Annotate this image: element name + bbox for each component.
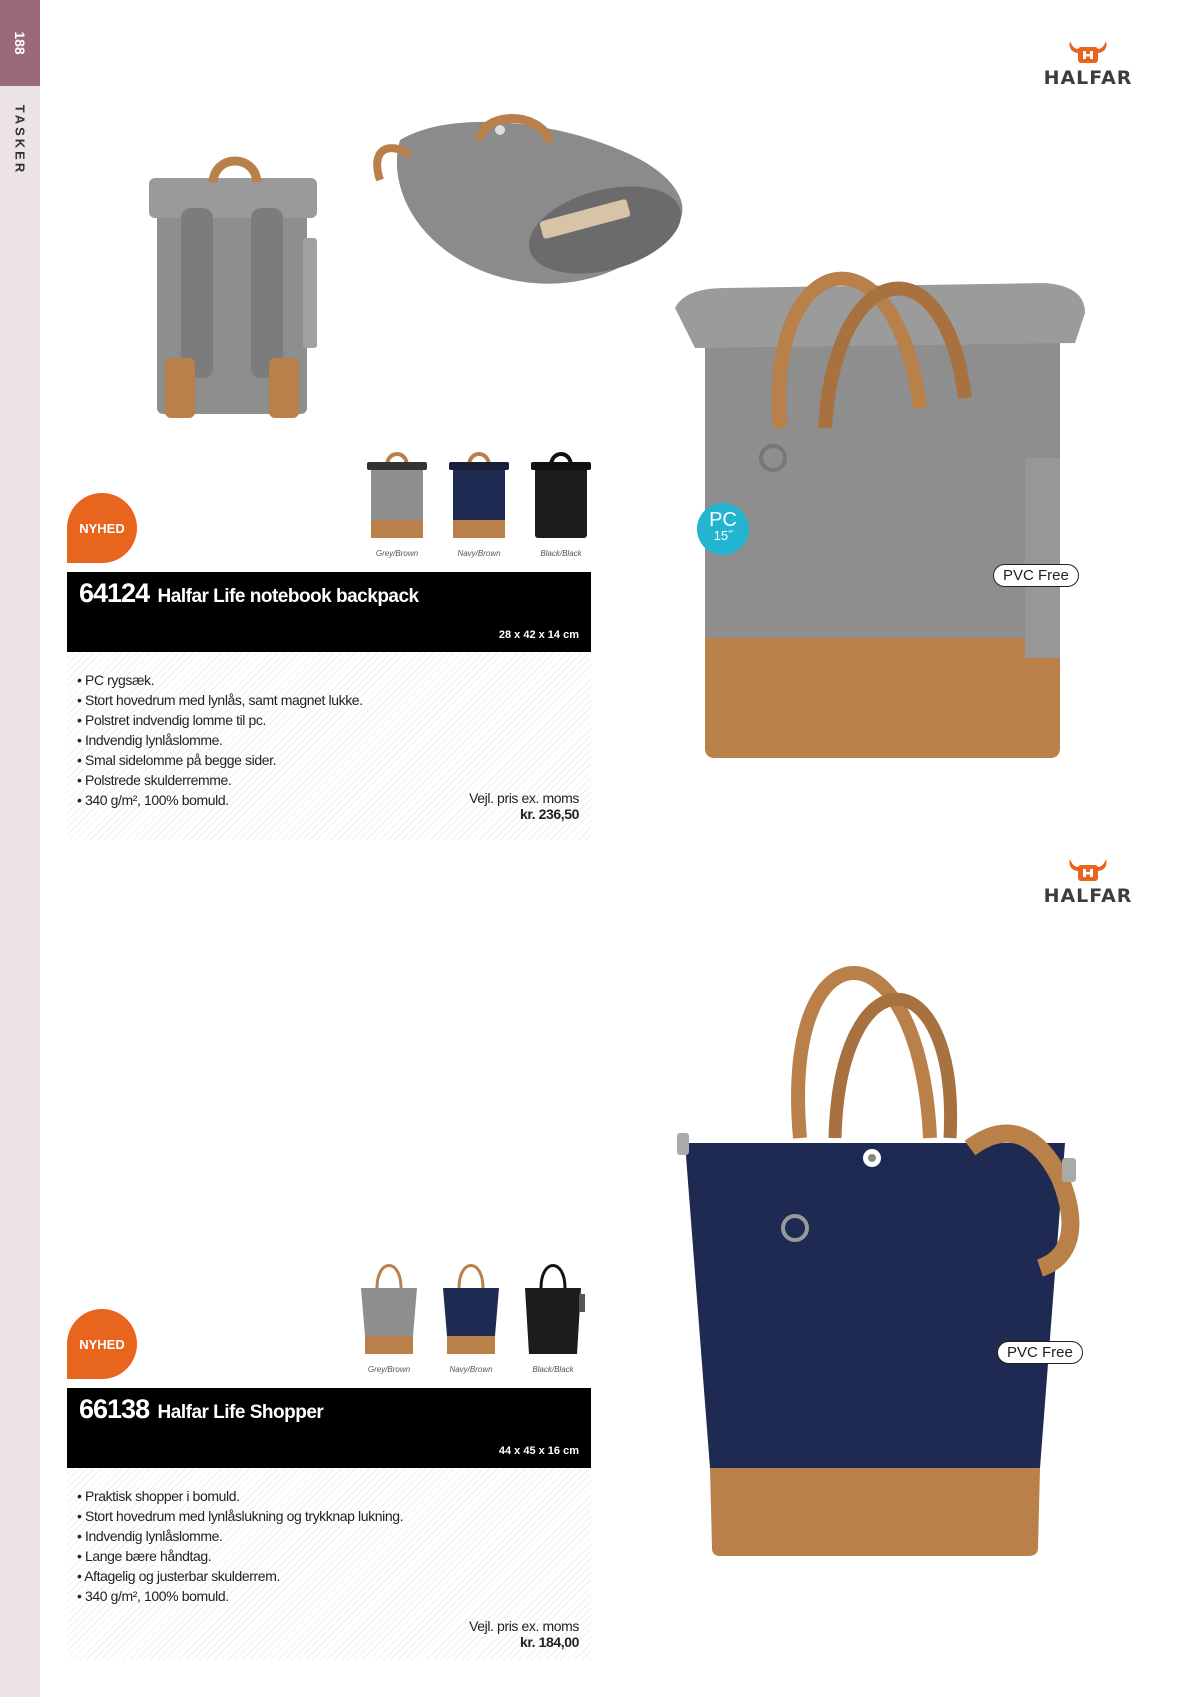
feature-item: • Indvendig lynlåslomme. [77,730,363,750]
product-number: 64124 [79,578,150,608]
price-block-2 [469,1618,579,1650]
price-block-1 [469,790,579,822]
product-name: Halfar Life Shopper [157,1402,324,1423]
feature-item: • PC rygsæk. [77,670,363,690]
swatch-label: Navy/Brown [449,1365,493,1374]
color-swatches-1 [363,452,595,558]
backpack-open-photo [370,100,700,300]
product-description-1 [67,652,591,840]
product-title-bar-2 [67,1388,591,1468]
pvc-free-pill-2: PVC Free [997,1341,1083,1364]
new-badge-1: NYHED [67,493,137,563]
swatch-black-black[interactable] [527,452,595,558]
feature-list [77,670,363,810]
feature-item: • Stort hovedrum med lynlåslukning og trykknap lukning. [77,1506,403,1526]
price-value: kr. 184,00 [519,1634,579,1650]
product-title-bar-1 [67,572,591,652]
pc-badge-size: 15˝ [713,528,733,543]
feature-item: • 340 g/m², 100% bomuld. [77,1586,403,1606]
pvc-free-pill-1: PVC Free [993,564,1079,587]
price-value: kr. 236,50 [519,806,579,822]
swatch-shopper-black [519,1258,587,1356]
new-badge-2: NYHED [67,1309,137,1379]
feature-list [77,1486,403,1606]
pc-badge-main: PC [709,509,737,531]
feature-item: • Aftagelig og justerbar skulderrem. [77,1566,403,1586]
swatch-grey-brown[interactable] [363,452,431,558]
backpack-main-photo [665,228,1105,773]
swatch-navy-brown[interactable] [445,452,513,558]
feature-item: • Lange bære håndtag. [77,1546,403,1566]
product-title-2 [79,1394,323,1425]
color-swatches-2 [355,1258,587,1374]
page-tab [0,0,40,86]
price-label: Vejl. pris ex. moms [469,790,579,806]
product-description-2 [67,1468,591,1660]
product-dimensions: 28 x 42 x 14 cm [498,629,579,641]
swatch-grey-brown[interactable] [355,1258,423,1374]
swatch-label: Grey/Brown [375,549,419,558]
feature-item: • Polstret indvendig lomme til pc. [77,710,363,730]
page-number: 188 [12,31,28,55]
swatch-bag-black [527,452,595,540]
feature-item: • Smal sidelomme på begge sider. [77,750,363,770]
swatch-label: Black/Black [532,1365,574,1374]
section-label: TASKER [12,104,28,176]
swatch-label: Grey/Brown [367,1365,411,1374]
swatch-black-black[interactable] [519,1258,587,1374]
swatch-label: Black/Black [540,549,582,558]
product-name: Halfar Life notebook backpack [157,586,419,607]
halfar-logo-2 [1038,856,1138,907]
feature-item: • Stort hovedrum med lynlås, samt magnet lukke. [77,690,363,710]
swatch-bag-navy [445,452,513,540]
swatch-label: Navy/Brown [457,549,501,558]
feature-item: • Polstrede skulderremme. [77,770,363,790]
shopper-main-photo [670,938,1110,1558]
swatch-shopper-navy [437,1258,505,1356]
product-number: 66138 [79,1394,150,1424]
logo-text: HALFAR [1043,885,1133,907]
pc-badge [697,503,749,555]
price-label: Vejl. pris ex. moms [469,1618,579,1634]
logo-text: HALFAR [1043,67,1133,89]
feature-item: • Praktisk shopper i bomuld. [77,1486,403,1506]
product-title-1 [79,578,419,609]
product-dimensions: 44 x 45 x 16 cm [498,1445,579,1457]
swatch-shopper-grey [355,1258,423,1356]
bull-horns-icon [1066,38,1110,66]
backpack-back-photo [143,148,343,428]
feature-item: • 340 g/m², 100% bomuld. [77,790,363,810]
side-band [0,0,40,1697]
swatch-navy-brown[interactable] [437,1258,505,1374]
swatch-bag-grey [363,452,431,540]
halfar-logo-1 [1038,38,1138,89]
feature-item: • Indvendig lynlåslomme. [77,1526,403,1546]
bull-horns-icon [1066,856,1110,884]
